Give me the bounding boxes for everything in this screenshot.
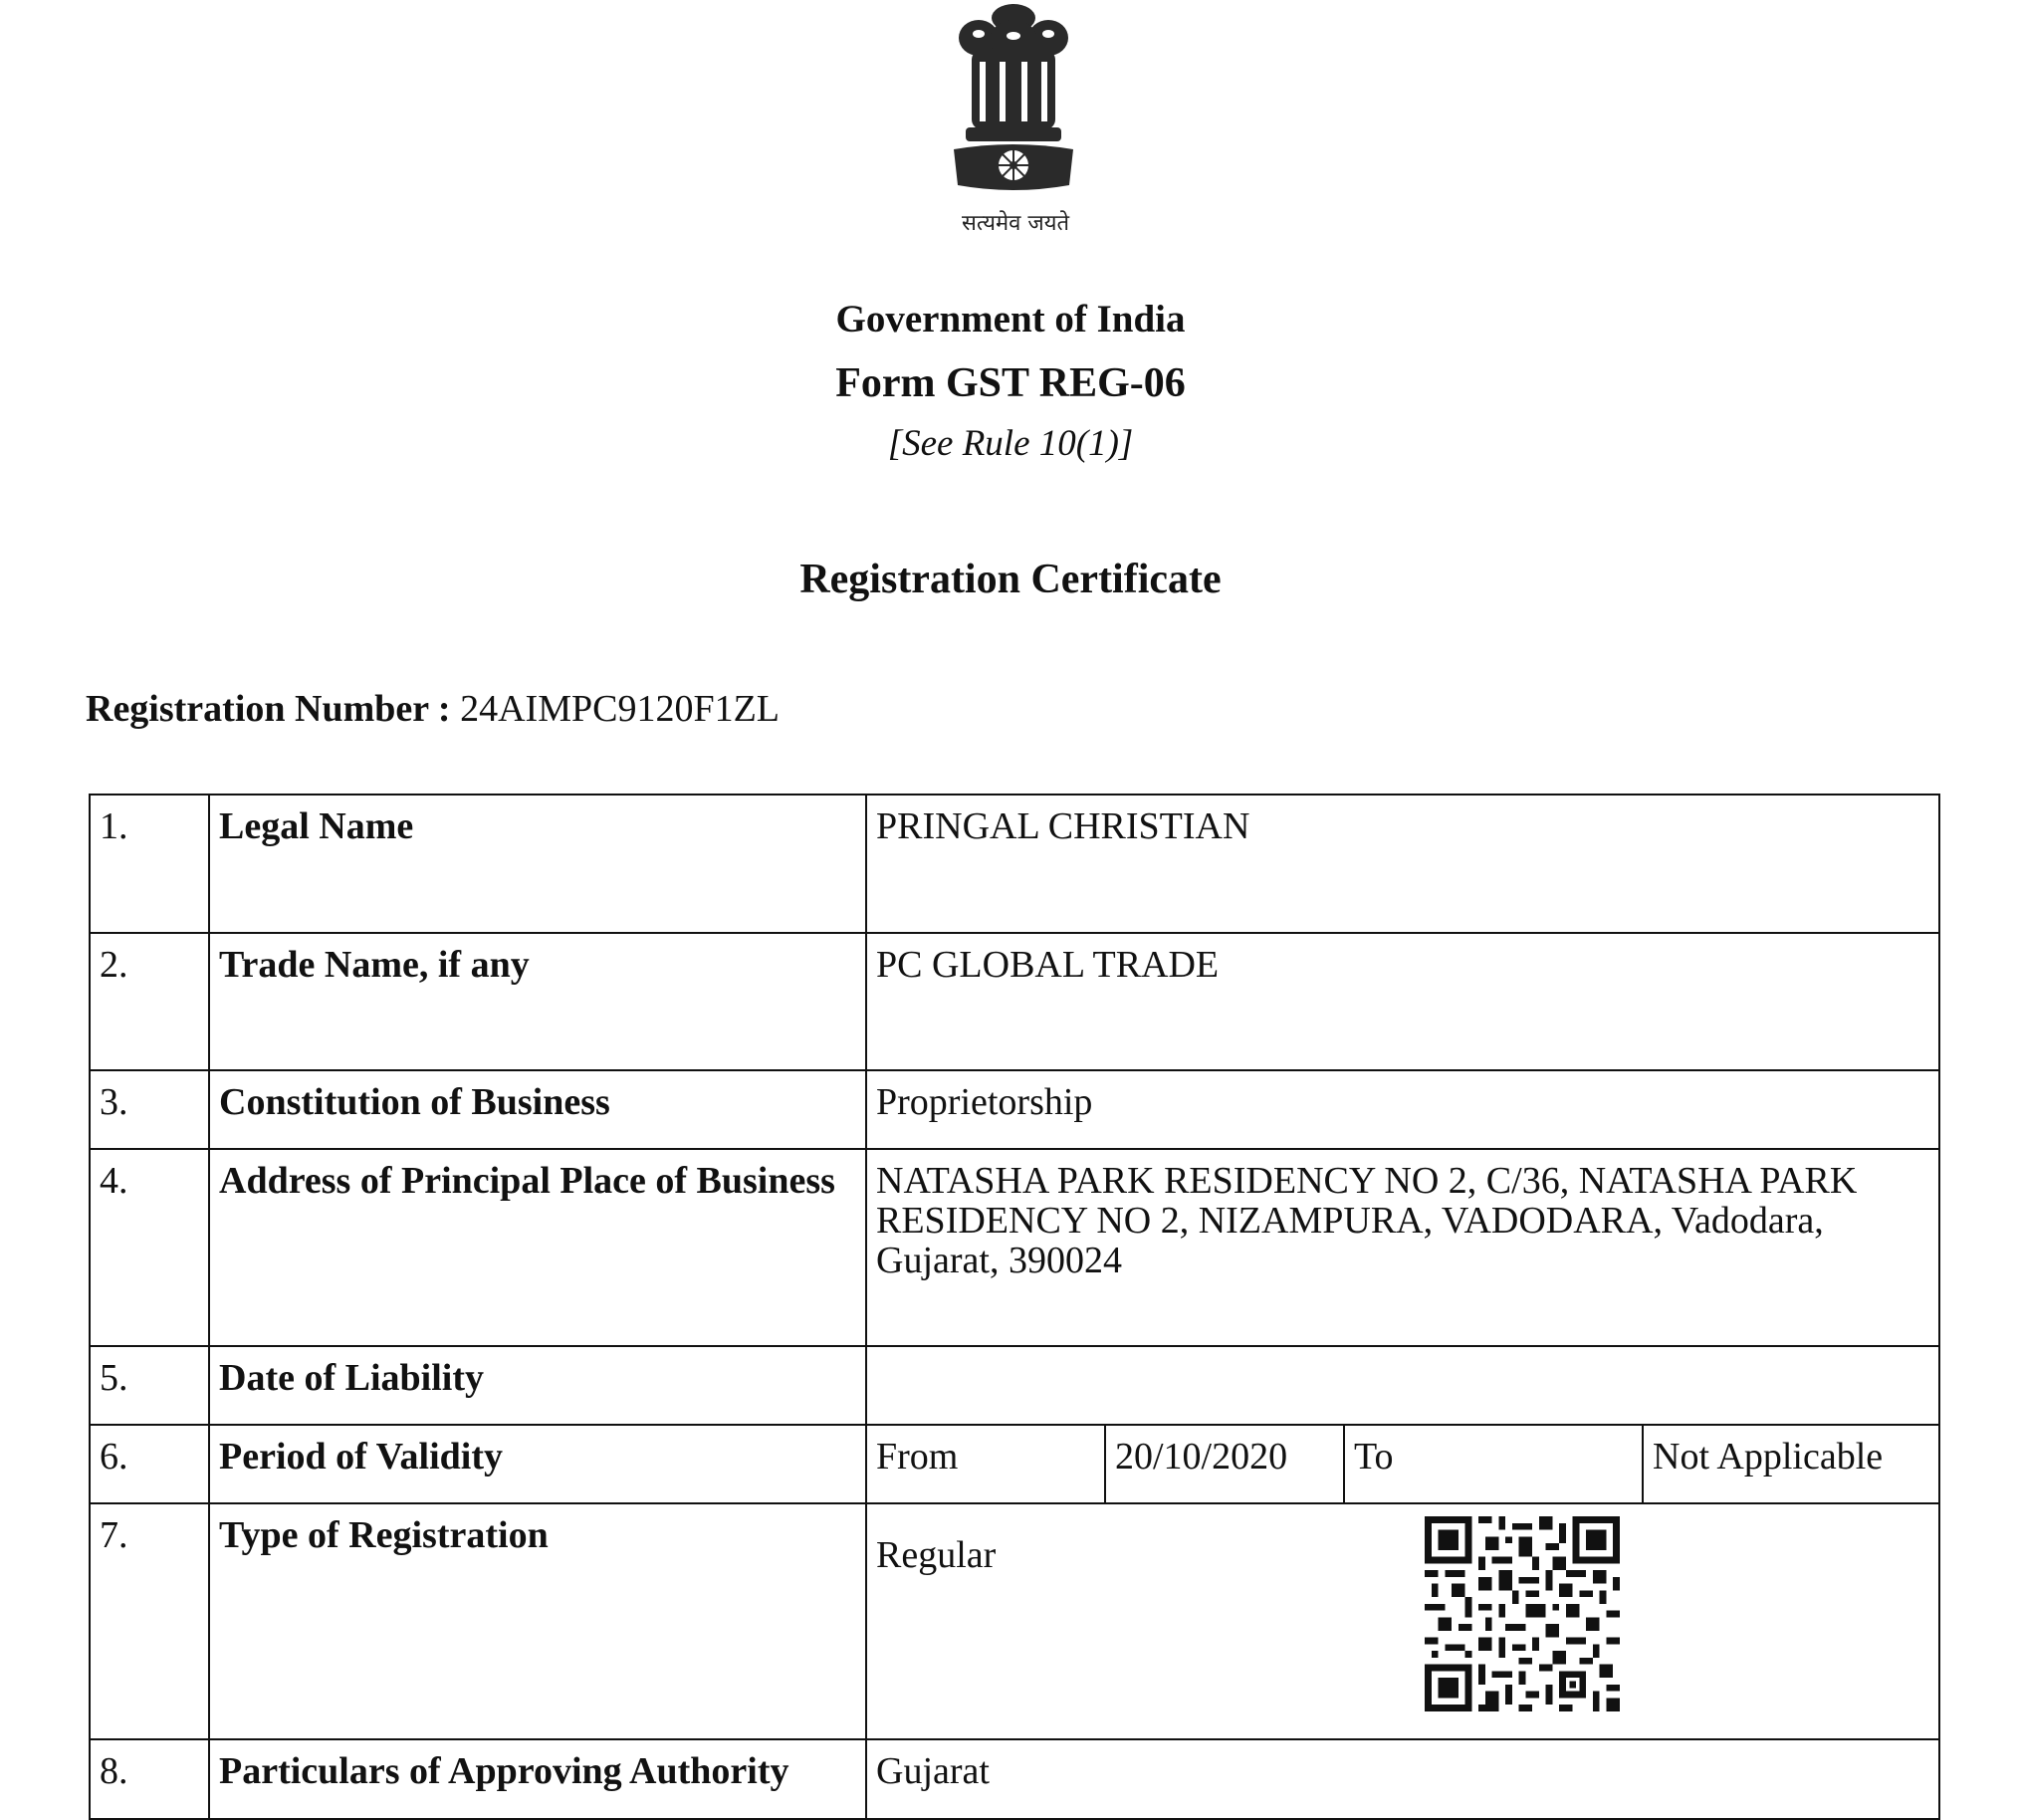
- form-title: Form GST REG-06: [835, 360, 1186, 406]
- validity-from-label: From: [866, 1425, 1105, 1503]
- row-number: 2.: [90, 933, 209, 1070]
- registration-number-label: Registration Number :: [86, 688, 451, 730]
- validity-from-date: 20/10/2020: [1105, 1425, 1344, 1503]
- national-emblem-icon: [934, 0, 1093, 199]
- validity-to-date: Not Applicable: [1643, 1425, 1939, 1503]
- row-number: 7.: [90, 1503, 209, 1739]
- registration-number-line: [86, 687, 780, 731]
- table-row: [90, 933, 1939, 1070]
- date-of-liability-value: [866, 1346, 1939, 1425]
- row-number: 1.: [90, 795, 209, 933]
- table-row: [90, 1739, 1939, 1819]
- row-number: 8.: [90, 1739, 209, 1819]
- table-row: [90, 1425, 1939, 1503]
- table-row: [90, 1149, 1939, 1346]
- registration-type-label: Type of Registration: [209, 1503, 866, 1739]
- trade-name-value: PC GLOBAL TRADE: [866, 933, 1939, 1070]
- address-label: Address of Principal Place of Business: [209, 1149, 866, 1346]
- constitution-value: Proprietorship: [866, 1070, 1939, 1149]
- approving-authority-value: Gujarat: [866, 1739, 1939, 1819]
- legal-name-value: PRINGAL CHRISTIAN: [866, 795, 1939, 933]
- table-row: [90, 1070, 1939, 1149]
- registration-type-cell: [866, 1503, 1939, 1739]
- qr-code-icon: [1425, 1516, 1620, 1711]
- validity-to-label: To: [1344, 1425, 1643, 1503]
- registration-type-value: Regular: [876, 1534, 997, 1576]
- certificate-table: [89, 794, 1940, 1820]
- row-number: 6.: [90, 1425, 209, 1503]
- certificate-title: Registration Certificate: [799, 557, 1222, 602]
- rule-reference: [See Rule 10(1)]: [887, 423, 1134, 464]
- address-value: NATASHA PARK RESIDENCY NO 2, C/36, NATASHA PARK RESIDENCY NO 2, NIZAMPURA, VADODARA, Vadodara, Gujarat, 390024: [866, 1149, 1939, 1346]
- constitution-label: Constitution of Business: [209, 1070, 866, 1149]
- table-row: [90, 1346, 1939, 1425]
- row-number: 3.: [90, 1070, 209, 1149]
- approving-authority-label: Particulars of Approving Authority: [209, 1739, 866, 1819]
- table-row: [90, 1503, 1939, 1739]
- emblem-motto: सत्यमेव जयते: [961, 211, 1070, 236]
- date-of-liability-label: Date of Liability: [209, 1346, 866, 1425]
- registration-number-value: 24AIMPC9120F1ZL: [460, 688, 781, 730]
- government-heading: Government of India: [835, 298, 1186, 341]
- period-of-validity-label: Period of Validity: [209, 1425, 866, 1503]
- trade-name-label: Trade Name, if any: [209, 933, 866, 1070]
- row-number: 4.: [90, 1149, 209, 1346]
- legal-name-label: Legal Name: [209, 795, 866, 933]
- table-row: [90, 795, 1939, 933]
- row-number: 5.: [90, 1346, 209, 1425]
